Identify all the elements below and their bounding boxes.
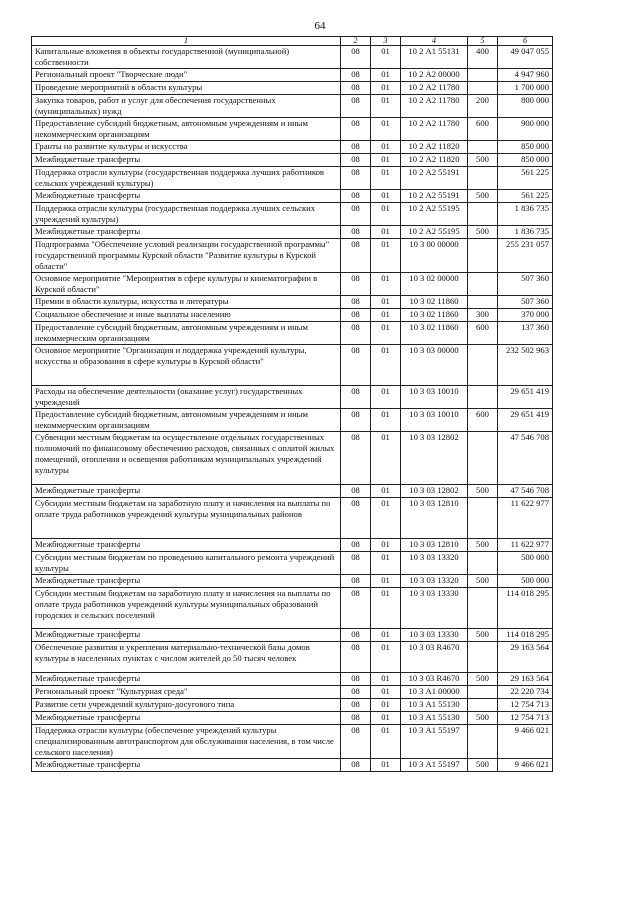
row-subsection: 01 — [371, 69, 401, 82]
row-section: 08 — [341, 686, 371, 699]
table-row — [32, 386, 553, 409]
row-description: Межбюджетные трансферты — [32, 485, 341, 498]
row-amount: 11 622 977 — [498, 539, 553, 552]
row-expense-type — [468, 725, 498, 759]
row-target-article: 10 3 03 12802 — [401, 432, 468, 485]
row-amount: 114 018 295 — [498, 629, 553, 642]
row-amount: 9 466 021 — [498, 759, 553, 772]
row-expense-type: 500 — [468, 575, 498, 588]
row-description: Субсидии местным бюджетам на заработную плату и начисления на выплаты по оплате труда работников учреждений культуры муниципальных образований городских и сельских поселений — [32, 588, 341, 629]
row-expense-type — [468, 686, 498, 699]
table-row — [32, 82, 553, 95]
row-description: Закупка товаров, работ и услуг для обеспечения государственных (муниципальных) нужд — [32, 95, 341, 118]
row-description: Субвенции местным бюджетам на осуществление отдельных государственных полномочий по финансовому обеспечению расходов, связанных с оплатой жилых помещений, отопления и освещения работникам муниципальных учреждений культуры — [32, 432, 341, 485]
table-row — [32, 699, 553, 712]
row-section: 08 — [341, 226, 371, 239]
row-description: Развитие сети учреждений культурно-досугового типа — [32, 699, 341, 712]
row-amount: 850 000 — [498, 154, 553, 167]
row-amount: 232 502 963 — [498, 345, 553, 386]
row-section: 08 — [341, 239, 371, 273]
row-expense-type: 500 — [468, 712, 498, 725]
column-header: 4 — [401, 37, 468, 46]
row-expense-type — [468, 642, 498, 673]
row-section: 08 — [341, 69, 371, 82]
row-target-article: 10 2 А2 55195 — [401, 226, 468, 239]
row-subsection: 01 — [371, 552, 401, 575]
row-amount: 500 000 — [498, 575, 553, 588]
row-section: 08 — [341, 485, 371, 498]
column-header: 3 — [371, 37, 401, 46]
table-row — [32, 575, 553, 588]
row-amount: 1 836 735 — [498, 203, 553, 226]
row-description: Гранты на развитие культуры и искусства — [32, 141, 341, 154]
table-row — [32, 485, 553, 498]
row-expense-type — [468, 552, 498, 575]
row-subsection: 01 — [371, 386, 401, 409]
row-description: Основное мероприятие "Организация и поддержка учреждений культуры, искусства и образования в сфере культуры в Курской области" — [32, 345, 341, 386]
row-expense-type — [468, 386, 498, 409]
row-subsection: 01 — [371, 239, 401, 273]
row-target-article: 10 3 03 13320 — [401, 552, 468, 575]
table-row — [32, 673, 553, 686]
row-expense-type: 600 — [468, 322, 498, 345]
row-subsection: 01 — [371, 712, 401, 725]
row-expense-type — [468, 141, 498, 154]
row-subsection: 01 — [371, 273, 401, 296]
row-section: 08 — [341, 588, 371, 629]
column-header: 2 — [341, 37, 371, 46]
row-amount: 1 836 735 — [498, 226, 553, 239]
row-subsection: 01 — [371, 154, 401, 167]
table-row — [32, 686, 553, 699]
row-target-article: 10 3 03 12810 — [401, 539, 468, 552]
row-section: 08 — [341, 642, 371, 673]
row-target-article: 10 2 А2 55195 — [401, 203, 468, 226]
row-target-article: 10 3 03 10010 — [401, 386, 468, 409]
row-section: 08 — [341, 409, 371, 432]
table-row — [32, 118, 553, 141]
row-section: 08 — [341, 552, 371, 575]
row-section: 08 — [341, 629, 371, 642]
row-subsection: 01 — [371, 309, 401, 322]
table-row — [32, 539, 553, 552]
row-section: 08 — [341, 273, 371, 296]
row-amount: 22 220 734 — [498, 686, 553, 699]
row-section: 08 — [341, 575, 371, 588]
row-description: Межбюджетные трансферты — [32, 673, 341, 686]
row-amount: 29 651 419 — [498, 386, 553, 409]
table-row — [32, 190, 553, 203]
table-row — [32, 141, 553, 154]
row-subsection: 01 — [371, 296, 401, 309]
row-target-article: 10 3 03 12810 — [401, 498, 468, 539]
row-description: Предоставление субсидий бюджетным, автономным учреждениям и иным некоммерческим организациям — [32, 409, 341, 432]
row-amount: 137 360 — [498, 322, 553, 345]
row-subsection: 01 — [371, 759, 401, 772]
row-target-article: 10 3 02 11860 — [401, 309, 468, 322]
table-row — [32, 552, 553, 575]
row-section: 08 — [341, 712, 371, 725]
row-amount: 507 360 — [498, 273, 553, 296]
row-subsection: 01 — [371, 699, 401, 712]
row-subsection: 01 — [371, 322, 401, 345]
row-section: 08 — [341, 296, 371, 309]
row-section: 08 — [341, 190, 371, 203]
row-section: 08 — [341, 539, 371, 552]
row-target-article: 10 3 00 00000 — [401, 239, 468, 273]
row-expense-type — [468, 699, 498, 712]
row-target-article: 10 3 А1 55197 — [401, 759, 468, 772]
row-section: 08 — [341, 203, 371, 226]
row-subsection: 01 — [371, 432, 401, 485]
row-subsection: 01 — [371, 167, 401, 190]
row-target-article: 10 3 03 12802 — [401, 485, 468, 498]
table-row — [32, 167, 553, 190]
row-target-article: 10 2 А2 11820 — [401, 141, 468, 154]
row-section: 08 — [341, 725, 371, 759]
row-amount: 561 225 — [498, 190, 553, 203]
row-target-article: 10 2 А2 00000 — [401, 69, 468, 82]
row-description: Межбюджетные трансферты — [32, 226, 341, 239]
row-target-article: 10 2 А2 55191 — [401, 167, 468, 190]
row-subsection: 01 — [371, 226, 401, 239]
row-description: Межбюджетные трансферты — [32, 154, 341, 167]
table-row — [32, 498, 553, 539]
row-section: 08 — [341, 118, 371, 141]
row-target-article: 10 2 А2 11780 — [401, 82, 468, 95]
table-row — [32, 759, 553, 772]
row-subsection: 01 — [371, 485, 401, 498]
row-amount: 561 225 — [498, 167, 553, 190]
row-target-article: 10 3 03 00000 — [401, 345, 468, 386]
row-description: Межбюджетные трансферты — [32, 712, 341, 725]
row-expense-type — [468, 69, 498, 82]
row-expense-type — [468, 167, 498, 190]
row-target-article: 10 3 03 13330 — [401, 629, 468, 642]
table-row — [32, 154, 553, 167]
row-description: Предоставление субсидий бюджетным, автономным учреждениям и иным некоммерческим организациям — [32, 118, 341, 141]
row-expense-type: 500 — [468, 759, 498, 772]
row-description: Социальное обеспечение и иные выплаты населению — [32, 309, 341, 322]
row-subsection: 01 — [371, 725, 401, 759]
row-expense-type — [468, 432, 498, 485]
row-subsection: 01 — [371, 575, 401, 588]
row-amount: 47 546 708 — [498, 432, 553, 485]
row-target-article: 10 3 А1 55130 — [401, 699, 468, 712]
table-row — [32, 69, 553, 82]
row-target-article: 10 3 А1 00000 — [401, 686, 468, 699]
column-header: 6 — [498, 37, 553, 46]
row-amount: 507 360 — [498, 296, 553, 309]
row-section: 08 — [341, 699, 371, 712]
row-target-article: 10 2 А2 11780 — [401, 95, 468, 118]
row-expense-type: 400 — [468, 46, 498, 69]
page-number: 64 — [314, 20, 326, 32]
table-row — [32, 239, 553, 273]
table-row — [32, 46, 553, 69]
row-target-article: 10 3 А1 55130 — [401, 712, 468, 725]
row-section: 08 — [341, 386, 371, 409]
row-target-article: 10 3 02 00000 — [401, 273, 468, 296]
row-section: 08 — [341, 82, 371, 95]
row-description: Субсидии местным бюджетам по проведению капитального ремонта учреждений культуры — [32, 552, 341, 575]
row-subsection: 01 — [371, 642, 401, 673]
row-target-article: 10 3 А1 55197 — [401, 725, 468, 759]
row-section: 08 — [341, 95, 371, 118]
column-header: 5 — [468, 37, 498, 46]
table-row — [32, 712, 553, 725]
row-description: Межбюджетные трансферты — [32, 575, 341, 588]
row-section: 08 — [341, 322, 371, 345]
row-description: Межбюджетные трансферты — [32, 190, 341, 203]
row-section: 08 — [341, 432, 371, 485]
row-expense-type — [468, 239, 498, 273]
row-amount: 1 700 000 — [498, 82, 553, 95]
row-description: Межбюджетные трансферты — [32, 629, 341, 642]
row-description: Поддержка отрасли культуры (обеспечение учреждений культуры специализированным автотранспортом для обслуживания населения, в том числе сельского населения) — [32, 725, 341, 759]
row-target-article: 10 2 А2 11780 — [401, 118, 468, 141]
row-target-article: 10 3 03 13320 — [401, 575, 468, 588]
row-subsection: 01 — [371, 82, 401, 95]
row-subsection: 01 — [371, 345, 401, 386]
row-expense-type: 500 — [468, 226, 498, 239]
row-amount: 47 546 708 — [498, 485, 553, 498]
row-description: Основное мероприятие "Мероприятия в сфере культуры и кинематографии в Курской области" — [32, 273, 341, 296]
table-row — [32, 322, 553, 345]
row-section: 08 — [341, 309, 371, 322]
row-section: 08 — [341, 46, 371, 69]
row-description: Поддержка отрасли культуры (государственная поддержка лучших сельских учреждений культуры) — [32, 203, 341, 226]
row-amount: 255 231 057 — [498, 239, 553, 273]
row-subsection: 01 — [371, 409, 401, 432]
row-section: 08 — [341, 167, 371, 190]
column-header: 1 — [32, 37, 341, 46]
row-amount: 850 000 — [498, 141, 553, 154]
row-subsection: 01 — [371, 203, 401, 226]
row-subsection: 01 — [371, 686, 401, 699]
row-target-article: 10 2 А2 55191 — [401, 190, 468, 203]
row-section: 08 — [341, 141, 371, 154]
row-amount: 800 000 — [498, 95, 553, 118]
table-row — [32, 629, 553, 642]
row-expense-type: 600 — [468, 409, 498, 432]
row-section: 08 — [341, 759, 371, 772]
row-description: Региональный проект "Культурная среда" — [32, 686, 341, 699]
row-target-article: 10 3 03 R4670 — [401, 642, 468, 673]
row-description: Региональный проект "Творческие люди" — [32, 69, 341, 82]
table-row — [32, 203, 553, 226]
row-amount: 500 000 — [498, 552, 553, 575]
table-row — [32, 409, 553, 432]
row-description: Обеспечение развития и укрепления материально-технической базы домов культуры в населенных пунктах с числом жителей до 50 тысяч человек — [32, 642, 341, 673]
table-row — [32, 309, 553, 322]
table-row — [32, 345, 553, 386]
table-row — [32, 95, 553, 118]
table-row — [32, 588, 553, 629]
row-subsection: 01 — [371, 118, 401, 141]
table-row — [32, 226, 553, 239]
row-subsection: 01 — [371, 498, 401, 539]
row-description: Капитальные вложения в объекты государственной (муниципальной) собственности — [32, 46, 341, 69]
row-description: Премии в области культуры, искусства и литературы — [32, 296, 341, 309]
row-expense-type: 500 — [468, 485, 498, 498]
row-section: 08 — [341, 498, 371, 539]
row-expense-type: 500 — [468, 154, 498, 167]
row-subsection: 01 — [371, 673, 401, 686]
row-target-article: 10 3 03 R4670 — [401, 673, 468, 686]
row-amount: 370 000 — [498, 309, 553, 322]
row-expense-type — [468, 296, 498, 309]
table-body — [32, 46, 553, 772]
row-description: Предоставление субсидий бюджетным, автономным учреждениям и иным некоммерческим организациям — [32, 322, 341, 345]
row-expense-type: 500 — [468, 539, 498, 552]
row-target-article: 10 3 03 13330 — [401, 588, 468, 629]
row-amount: 29 163 564 — [498, 673, 553, 686]
row-description: Расходы на обеспечение деятельности (оказание услуг) государственных учреждений — [32, 386, 341, 409]
row-section: 08 — [341, 154, 371, 167]
row-expense-type: 600 — [468, 118, 498, 141]
row-description: Поддержка отрасли культуры (государственная поддержка лучших работников сельских учреждений культуры) — [32, 167, 341, 190]
row-target-article: 10 2 А1 55131 — [401, 46, 468, 69]
row-expense-type — [468, 498, 498, 539]
row-expense-type: 300 — [468, 309, 498, 322]
row-expense-type: 500 — [468, 190, 498, 203]
row-amount: 29 163 564 — [498, 642, 553, 673]
table-row — [32, 642, 553, 673]
row-description: Подпрограмма "Обеспечение условий реализации государственной программы" государственной программы Курской области "Развитие культуры в Курской области" — [32, 239, 341, 273]
budget-table — [31, 36, 553, 772]
row-expense-type — [468, 588, 498, 629]
row-description: Проведение мероприятий в области культуры — [32, 82, 341, 95]
row-description: Межбюджетные трансферты — [32, 759, 341, 772]
row-section: 08 — [341, 673, 371, 686]
table-row — [32, 296, 553, 309]
row-expense-type — [468, 273, 498, 296]
row-amount: 900 000 — [498, 118, 553, 141]
row-amount: 49 047 055 — [498, 46, 553, 69]
row-description: Межбюджетные трансферты — [32, 539, 341, 552]
row-expense-type: 500 — [468, 629, 498, 642]
row-target-article: 10 3 03 10010 — [401, 409, 468, 432]
row-amount: 12 754 713 — [498, 712, 553, 725]
row-subsection: 01 — [371, 46, 401, 69]
row-expense-type — [468, 203, 498, 226]
row-subsection: 01 — [371, 190, 401, 203]
table-row — [32, 432, 553, 485]
header-row — [32, 37, 553, 46]
row-target-article: 10 3 02 11860 — [401, 296, 468, 309]
row-amount: 9 466 021 — [498, 725, 553, 759]
row-amount: 12 754 713 — [498, 699, 553, 712]
row-subsection: 01 — [371, 141, 401, 154]
row-subsection: 01 — [371, 588, 401, 629]
row-amount: 11 622 977 — [498, 498, 553, 539]
row-expense-type: 200 — [468, 95, 498, 118]
table-row — [32, 725, 553, 759]
row-target-article: 10 3 02 11860 — [401, 322, 468, 345]
table-row — [32, 273, 553, 296]
row-section: 08 — [341, 345, 371, 386]
row-expense-type — [468, 345, 498, 386]
row-expense-type — [468, 82, 498, 95]
row-amount: 29 651 419 — [498, 409, 553, 432]
row-amount: 114 018 295 — [498, 588, 553, 629]
row-target-article: 10 2 А2 11820 — [401, 154, 468, 167]
row-amount: 4 947 960 — [498, 69, 553, 82]
row-subsection: 01 — [371, 629, 401, 642]
row-description: Субсидии местным бюджетам на заработную плату и начисления на выплаты по оплате труда работников учреждений культуры муниципальных районов — [32, 498, 341, 539]
row-expense-type: 500 — [468, 673, 498, 686]
row-subsection: 01 — [371, 95, 401, 118]
row-subsection: 01 — [371, 539, 401, 552]
